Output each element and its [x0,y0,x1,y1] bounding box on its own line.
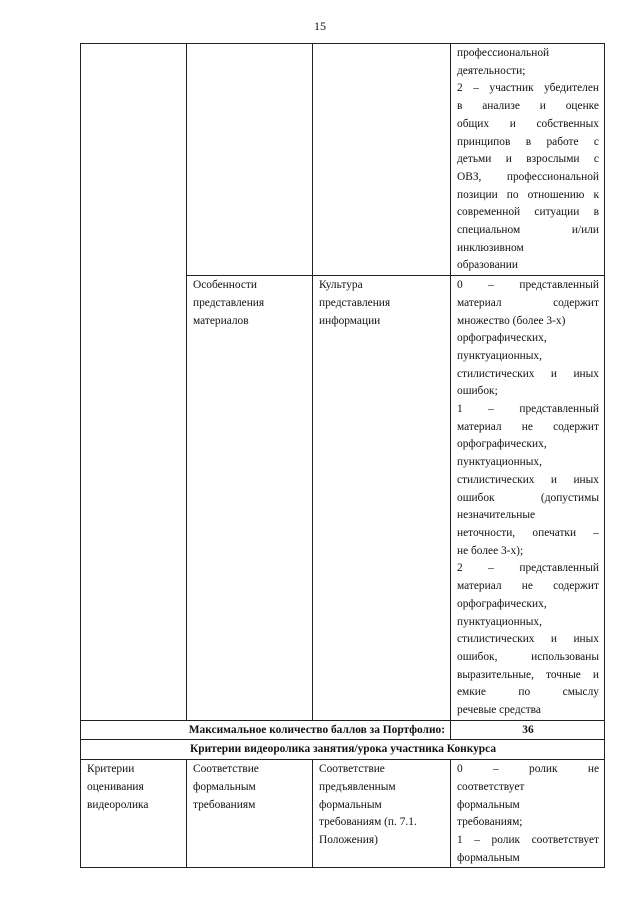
scoring-line: орфографических, [457,438,547,451]
criteria-group-cell-empty [81,44,187,721]
scoring-text [457,45,599,275]
scoring-line: емкие по смыслу [457,686,599,699]
scoring-line: пунктуационных, [457,615,542,628]
scoring-line: материал не содержит [457,420,599,433]
scoring-line: незначительные [457,509,536,522]
scoring-line: современной ситуации в [457,206,599,219]
scoring-line: общих и собственных [457,117,599,130]
max-score-label: Максимальное количество баллов за Портфолио: [81,720,451,740]
indicator-cell-materials: Особенности представления материалов [187,276,313,721]
scoring-line: выразительные, точные и [457,668,599,681]
scoring-line: деятельности; [457,64,526,77]
section-title: Критерии видеоролика занятия/урока участника Конкурса [81,740,605,760]
scoring-text [457,277,599,720]
scoring-line: орфографических, [457,332,547,345]
scoring-line: требованиям; [457,816,523,829]
scoring-line: инклюзивном [457,241,524,254]
indicator-cell-formal: Соответствие формальным требованиям [187,760,313,868]
scoring-line: ошибок (допустимы [457,491,599,504]
scoring-line: принципов в работе с [457,135,599,148]
indicator-cell-empty [187,44,313,276]
table-row-max-score [81,720,605,740]
criterion-cell-culture: Культура представления информации [313,276,451,721]
scoring-line: формальным [457,851,520,864]
scoring-line: 1 – ролик соответствует [457,833,599,846]
scoring-line: не более 3-х); [457,544,524,557]
scoring-line: множество (более 3-х) [457,314,566,327]
scoring-line: материал содержит [457,296,599,309]
criteria-table [80,43,605,868]
criteria-group-cell-video: Критерии оценивания видеоролика [81,760,187,868]
table-row-section-title [81,740,605,760]
scoring-line: неточности, опечатки – [457,526,599,539]
table-row-video [81,760,605,868]
scoring-line: ОВЗ, профессиональной [457,170,599,183]
scoring-line: 1 – представленный [457,403,599,416]
scoring-line: ошибок; [457,385,498,398]
max-score-value: 36 [451,720,605,740]
scoring-cell-continuation [451,44,605,276]
scoring-line: пунктуационных, [457,349,542,362]
scoring-line: стилистических и иных [457,473,599,486]
scoring-cell-materials [451,276,605,721]
scoring-line: ошибок, использованы [457,650,599,663]
scoring-cell-video [451,760,605,868]
scoring-line: 0 – представленный [457,279,599,292]
scoring-line: детьми и взрослыми с [457,153,599,166]
table-row-continuation [81,44,605,276]
page-number: 15 [314,19,326,33]
scoring-text [457,761,599,867]
scoring-line: соответствует [457,780,525,793]
scoring-line: образовании [457,259,518,272]
scoring-line: 0 – ролик не [457,763,599,776]
scoring-line: 2 – представленный [457,562,599,575]
scoring-line: материал не содержит [457,580,599,593]
scoring-line: в анализе и оценке [457,100,599,113]
scoring-line: орфографических, [457,597,547,610]
scoring-line: речевые средства [457,704,541,717]
scoring-line: специальном и/или [457,224,599,237]
scoring-line: 2 – участник убедителен [457,82,599,95]
scoring-line: стилистических и иных [457,633,599,646]
scoring-line: позиции по отношению к [457,188,599,201]
criterion-cell-empty [313,44,451,276]
criterion-cell-formal-requirements: Соответствие предъявленным формальным требованиям (п. 7.1. Положения) [313,760,451,868]
scoring-line: стилистических и иных [457,367,599,380]
scoring-line: профессиональной [457,47,550,59]
scoring-line: пунктуационных, [457,456,542,469]
scoring-line: формальным [457,798,520,811]
